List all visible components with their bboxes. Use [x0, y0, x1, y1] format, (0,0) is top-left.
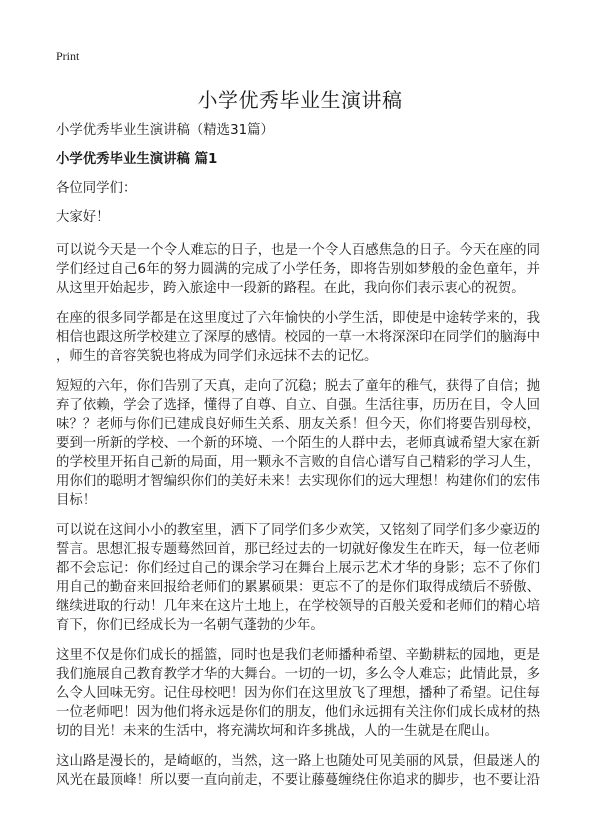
paragraph-line: 继续进取的行动！几年来在这片土地上，在学校领导的百般关爱和老师们的精心培	[56, 599, 540, 614]
paragraph-line: 学们经过自己6年的努力圆满的完成了小学任务，即将告别如梦般的金色童年，并	[56, 262, 540, 277]
paragraph-line: 味？？老师与你们已建成良好师生关系、朋友关系！但今天，你们将要告别母校，	[56, 417, 540, 432]
paragraph	[56, 752, 540, 790]
paragraph-line: 我们施展自己教育教学才华的大舞台。一切的一切，多么令人难忘；此情此景，多	[56, 667, 540, 682]
paragraph-line: 目标！	[56, 493, 97, 508]
paragraph-line: 弃了依赖，学会了选择，懂得了自尊、自立、自强。生活往事，历历在目，令人回	[56, 398, 540, 413]
paragraph	[56, 377, 540, 510]
paragraph-line: 在座的很多同学都是在这里度过了六年愉快的小学生活，即使是中途转学来的，我	[56, 311, 540, 326]
paragraph-line: 这山路是漫长的，是崎岖的，当然，这一路上也随处可见美丽的风景，但最迷人的	[56, 754, 540, 769]
paragraph-line: 一位老师吧！因为他们将永远是你们的朋友，他们永远拥有关注你们成长成材的热	[56, 705, 540, 720]
paragraph-line: 风光在最顶峰！所以要一直向前走，不要让藤蔓缠绕住你追求的脚步，也不要让沿	[56, 773, 540, 788]
paragraph	[56, 521, 540, 635]
document-title: 小学优秀毕业生演讲稿	[197, 88, 403, 112]
paragraph	[56, 646, 540, 741]
paragraphs	[56, 241, 540, 790]
paragraph-line: 可以说在这间小小的教室里，洒下了同学们多少欢笑，又铭刻了同学们多少豪迈的	[56, 523, 540, 538]
paragraph-line: 都不会忘记：你们经过自己的课余学习在舞台上展示艺术才华的身影；忘不了你们	[56, 561, 540, 576]
paragraph-line: 要到一所新的学校、一个新的环境、一个陌生的人群中去，老师真诚希望大家在新	[56, 436, 540, 451]
paragraph-line: 可以说今天是一个令人难忘的日子，也是一个令人百感焦急的日子。今天在座的同	[56, 243, 540, 258]
paragraph-line: 从这里开始起步，跨入旅途中一段新的路程。在此，我向你们表示衷心的祝贺。	[56, 281, 525, 296]
salutation: 各位同学们：	[56, 181, 137, 196]
paragraph-line: 这里不仅是你们成长的摇篮，同时也是我们老师播种希望、辛勤耕耘的园地，更是	[56, 648, 540, 663]
section-heading: 小学优秀毕业生演讲稿 篇1	[56, 152, 218, 167]
paragraph-line: 用自己的勤奋来回报给老师们的累累硕果：更忘不了的是你们取得成绩后不骄傲、	[56, 580, 540, 595]
paragraph-line: 用你们的聪明才智编织你们的美好未来！去实现你们的远大理想！构建你们的宏伟	[56, 474, 540, 489]
greeting: 大家好！	[56, 210, 110, 225]
document-body	[56, 121, 540, 801]
paragraph-line: 誓言。思想汇报专题蓦然回首，那已经过去的一切就好像发生在昨天，每一位老师	[56, 542, 540, 557]
paragraph-line: 育下，你们已经成长为一名朝气蓬勃的少年。	[56, 618, 324, 633]
paragraph	[56, 241, 540, 298]
paragraph-line: ，师生的音容笑貌也将成为同学们永远抹不去的记忆。	[56, 349, 378, 364]
document-subtitle: 小学优秀毕业生演讲稿（精选31篇）	[56, 123, 274, 138]
paragraph-line: 切的目光！未来的生活中，将充满坎坷和许多挑战，人的一生就是在爬山。	[56, 724, 498, 739]
paragraph-line: 么令人回味无穷。记住母校吧！因为你们在这里放飞了理想，播种了希望。记住每	[56, 686, 540, 701]
print-link[interactable]: Print	[56, 49, 80, 63]
paragraph-line: 相信也跟这所学校建立了深厚的感情。校园的一草一木将深深印在同学们的脑海中	[56, 330, 540, 345]
paragraph-line: 短短的六年，你们告别了天真，走向了沉稳；脱去了童年的稚气，获得了自信；抛	[56, 379, 540, 394]
paragraph	[56, 309, 540, 366]
paragraph-line: 的学校里开拓自己新的局面，用一颗永不言败的自信心谱写自己精彩的学习人生，	[56, 455, 540, 470]
